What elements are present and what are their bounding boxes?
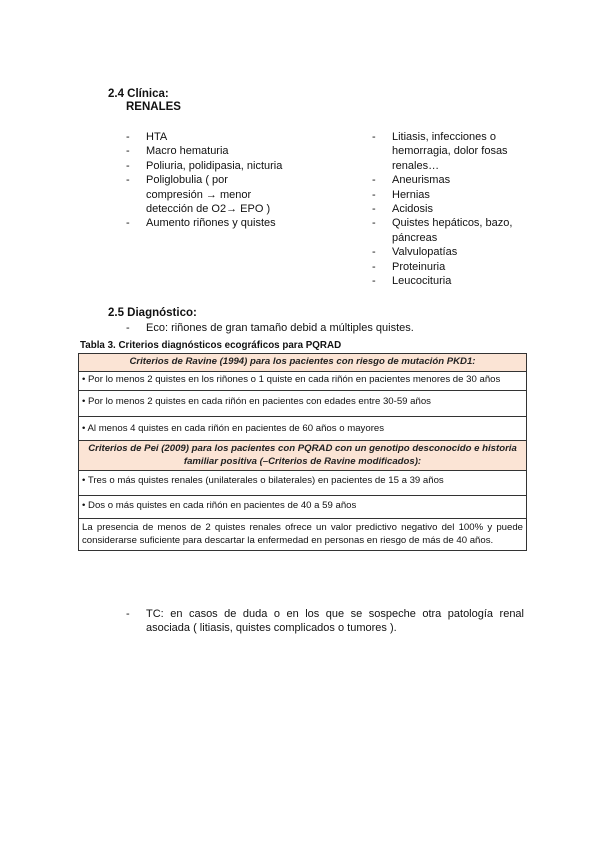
list-item: - Leucocituria bbox=[372, 274, 522, 288]
table-row: • Dos o más quistes en cada riñón en pacientes de 40 a 59 años bbox=[79, 496, 526, 520]
section-title-diagnostico: 2.5 Diagnóstico: bbox=[108, 307, 197, 319]
list-item-eco: - Eco: riñones de gran tamaño debid a múltiples quistes. bbox=[126, 321, 446, 335]
list-item: - Litiasis, infecciones o hemorragia, dolor fosas renales… bbox=[372, 130, 522, 173]
diagnostico-list bbox=[126, 321, 446, 335]
list-item: - Poliuria, polidipasia, nicturia bbox=[126, 159, 286, 173]
renales-list-left bbox=[126, 130, 286, 231]
list-item: - Aumento riñones y quistes bbox=[126, 216, 286, 230]
table-header-ravine: Criterios de Ravine (1994) para los pacientes con riesgo de mutación PKD1: bbox=[79, 354, 526, 372]
criteria-table bbox=[78, 353, 527, 551]
renales-list-right bbox=[372, 130, 522, 288]
list-item: - Valvulopatías bbox=[372, 245, 522, 259]
table-row: • Por lo menos 2 quistes en cada riñón en pacientes con edades entre 30-59 años bbox=[79, 391, 526, 417]
list-item-tc: - TC: en casos de duda o en los que se sospeche otra patología renal asociada ( litiasis, quistes complicados o tumores ). bbox=[126, 607, 524, 636]
list-item: - Aneurismas bbox=[372, 173, 522, 187]
list-item: - Quistes hepáticos, bazo, páncreas bbox=[372, 216, 522, 245]
table-caption: Tabla 3. Criterios diagnósticos ecográficos para PQRAD bbox=[80, 340, 342, 351]
table-row: • Tres o más quistes renales (unilaterales o bilaterales) en pacientes de 15 a 39 años bbox=[79, 471, 526, 496]
list-item: - Macro hematuria bbox=[126, 144, 286, 158]
list-item: - HTA bbox=[126, 130, 286, 144]
table-header-pei: Criterios de Pei (2009) para los pacientes con PQRAD con un genotipo desconocido e historia familiar positiva (–Criterios de Ravine modificados): bbox=[79, 441, 526, 471]
list-item: - Poliglobulia ( por compresión → menor detección de O2→ EPO ) bbox=[126, 173, 286, 216]
subsection-title-renales: RENALES bbox=[126, 101, 181, 113]
section-title-clinica: 2.4 Clínica: bbox=[108, 88, 169, 100]
table-row-note: La presencia de menos de 2 quistes renales ofrece un valor predictivo negativo del 100% y puede considerarse suficiente para descartar la enfermedad en personas en riesgo de más de 40 años. bbox=[82, 522, 523, 546]
table-row: • Por lo menos 2 quistes en los riñones o 1 quiste en cada riñón en pacientes menores de 30 años bbox=[79, 372, 526, 392]
diagnostico-list-tc bbox=[126, 607, 524, 636]
table-row: • Al menos 4 quistes en cada riñón en pacientes de 60 años o mayores bbox=[79, 417, 526, 442]
list-item: - Proteinuria bbox=[372, 260, 522, 274]
list-item: - Acidosis bbox=[372, 202, 522, 216]
list-item: - Hernias bbox=[372, 188, 522, 202]
